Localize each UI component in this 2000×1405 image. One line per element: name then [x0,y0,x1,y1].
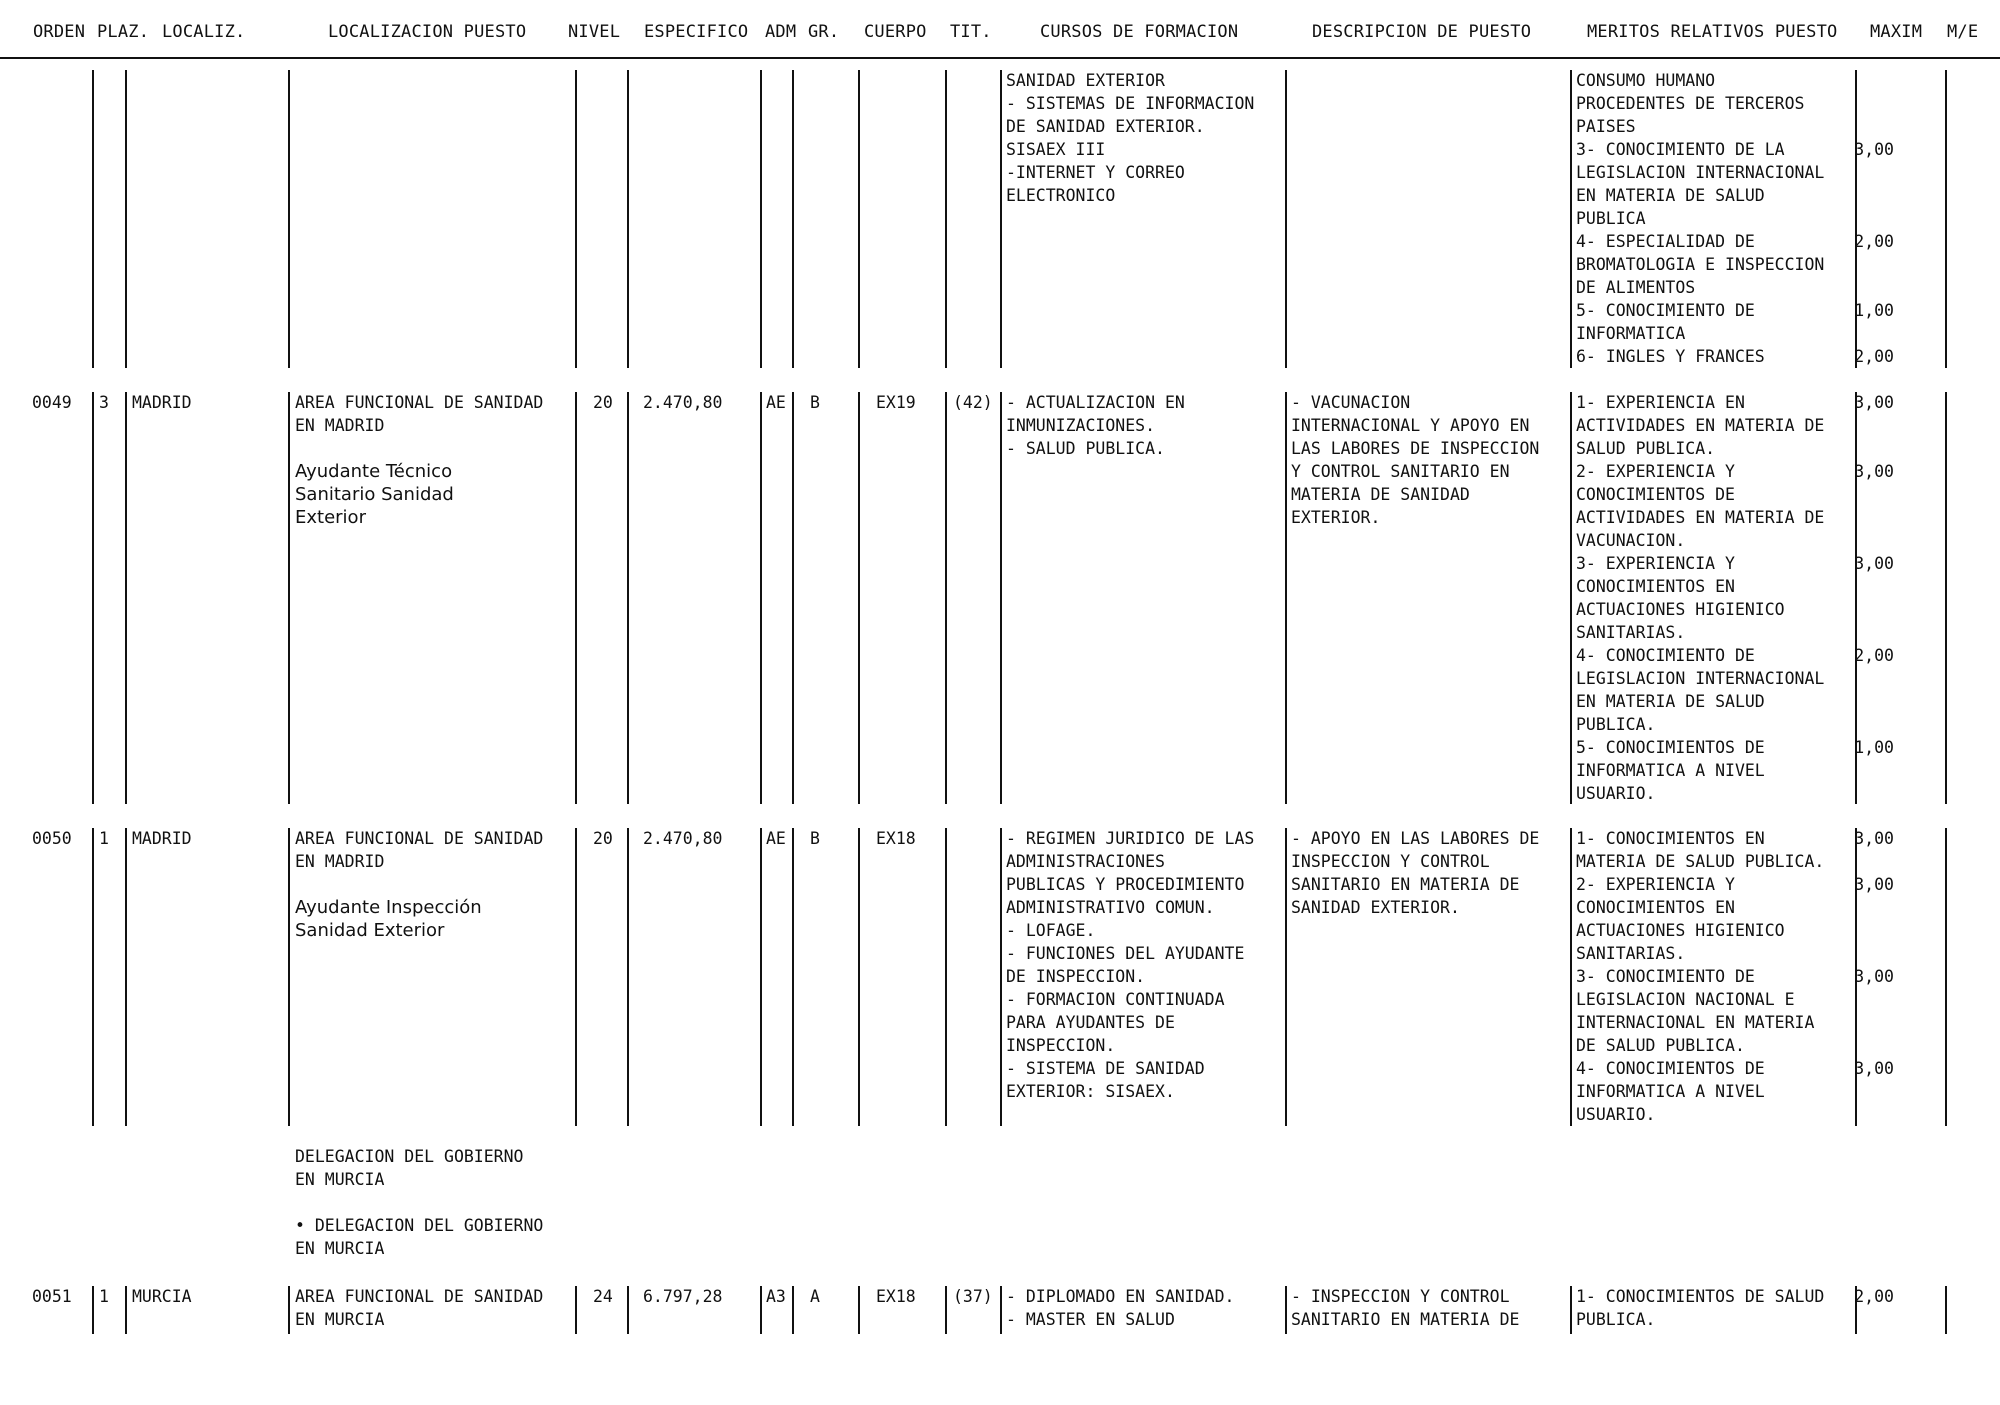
plaz-cell: 1 [99,1287,109,1306]
orden-cell: 0051 [32,1287,72,1306]
col-line [1285,70,1287,368]
col-line [125,392,127,804]
col-line [1855,70,1857,368]
area-cell: AREA FUNCIONAL DE SANIDAD EN MURCIA [295,1287,544,1329]
col-line [288,1286,290,1334]
header-localiz: LOCALIZ. [162,22,246,42]
gr-cell: B [810,829,820,848]
merito-text: 5- CONOCIMIENTO DE INFORMATICA [1576,301,1755,343]
header-plaz: PLAZ. [97,22,150,42]
merito-text: 3- CONOCIMIENTO DE LA LEGISLACION INTERNACIONAL EN MATERIA DE SALUD PUBLICA [1576,140,1825,228]
puesto-cell: Ayudante Técnico Sanitario Sanidad Exterior [295,461,454,528]
header-descripcion: DESCRIPCION DE PUESTO [1312,22,1532,42]
descripcion-cell: - APOYO EN LAS LABORES DE INSPECCION Y CONTROL SANITARIO EN MATERIA DE SANIDAD EXTERIOR. [1291,829,1540,917]
col-line [575,392,577,804]
plaz-cell: 3 [99,393,109,412]
col-line [627,1286,629,1334]
header-adm: ADM [765,22,797,42]
merito-text: 4- ESPECIALIDAD DE BROMATOLOGIA E INSPECCION DE ALIMENTOS [1576,232,1825,297]
gr-cell: A [810,1287,820,1306]
merito-text: 6- INGLES Y FRANCES [1576,347,1765,366]
header-especifico: ESPECIFICO [644,22,749,42]
merito-text: 1- CONOCIMIENTOS EN MATERIA DE SALUD PUBLICA. [1576,829,1825,871]
nivel-cell: 20 [593,829,613,848]
merito-score: 3,00 [1854,829,1894,848]
header-rule [0,57,2000,59]
col-line [627,70,629,368]
merito-score: 2,00 [1854,646,1894,665]
col-line [1000,70,1002,368]
col-line [575,1286,577,1334]
merito-score: 2,00 [1854,347,1894,366]
merito-text: 2- EXPERIENCIA Y CONOCIMIENTOS EN ACTUACIONES HIGIENICO SANITARIAS. [1576,875,1785,963]
col-line [1945,1286,1947,1334]
col-line [1570,828,1572,1126]
col-line [858,70,860,368]
col-line [760,1286,762,1334]
orden-cell: 0050 [32,829,72,848]
col-line [792,392,794,804]
nivel-cell: 24 [593,1287,613,1306]
merito-score: 1,00 [1854,301,1894,320]
plaz-cell: 1 [99,829,109,848]
merito-text: 5- CONOCIMIENTOS DE INFORMATICA A NIVEL USUARIO. [1576,738,1765,803]
col-line [92,70,94,368]
col-line [575,828,577,1126]
merito-score: 3,00 [1854,554,1894,573]
col-line [792,70,794,368]
col-line [1000,828,1002,1126]
col-line [1000,1286,1002,1334]
col-line [945,1286,947,1334]
merito-score: 2,00 [1854,1287,1894,1306]
cuerpo-cell: EX18 [876,829,916,848]
col-line [858,828,860,1126]
col-line [1285,828,1287,1126]
cursos-cell: - REGIMEN JURIDICO DE LAS ADMINISTRACIONES PUBLICAS Y PROCEDIMIENTO ADMINISTRATIVO COMUN. - LOFAGE. - FUNCIONES DEL AYUDANTE DE INSPECCION. - FORMACION CONTINUADA PARA AYUDANTES DE INSPECCION. - SISTEMA DE SANIDAD EXTERIOR: SISAEX. [1006,829,1255,1101]
header-nivel: NIVEL [568,22,621,42]
merito-score: 1,00 [1854,738,1894,757]
header-cursos: CURSOS DE FORMACION [1040,22,1239,42]
col-line [1945,392,1947,804]
localiz-cell: MADRID [132,829,192,848]
merito-text: 4- CONOCIMIENTOS DE INFORMATICA A NIVEL USUARIO. [1576,1059,1765,1124]
merito-text: CONSUMO HUMANO PROCEDENTES DE TERCEROS PAISES [1576,71,1805,136]
merito-score: 3,00 [1854,1059,1894,1078]
merito-text: 1- CONOCIMIENTOS DE SALUD PUBLICA. [1576,1287,1825,1329]
merito-score: 3,00 [1854,393,1894,412]
cursos-cell: - DIPLOMADO EN SANIDAD. - MASTER EN SALUD [1006,1287,1235,1329]
col-line [1000,392,1002,804]
area-cell: AREA FUNCIONAL DE SANIDAD EN MADRID [295,393,544,435]
cursos-cell: - ACTUALIZACION EN INMUNIZACIONES. - SALUD PUBLICA. [1006,393,1185,458]
header-me: M/E [1947,22,1979,42]
col-line [858,1286,860,1334]
col-line [627,828,629,1126]
col-line [1945,828,1947,1126]
descripcion-cell: - INSPECCION Y CONTROL SANITARIO EN MATERIA DE [1291,1287,1520,1329]
localiz-cell: MURCIA [132,1287,192,1306]
section-title: DELEGACION DEL GOBIERNO EN MURCIA [295,1147,524,1189]
col-line [792,828,794,1126]
col-line [575,70,577,368]
merito-text: 3- EXPERIENCIA Y CONOCIMIENTOS EN ACTUACIONES HIGIENICO SANITARIAS. [1576,554,1785,642]
col-line [1285,1286,1287,1334]
especifico-cell: 2.470,80 [643,829,723,848]
col-line [1945,70,1947,368]
col-line [288,70,290,368]
col-line [792,1286,794,1334]
especifico-cell: 6.797,28 [643,1287,723,1306]
merito-text: 4- CONOCIMIENTO DE LEGISLACION INTERNACIONAL EN MATERIA DE SALUD PUBLICA. [1576,646,1825,734]
area-cell: AREA FUNCIONAL DE SANIDAD EN MADRID [295,829,544,871]
col-line [92,828,94,1126]
header-meritos: MERITOS RELATIVOS PUESTO [1587,22,1838,42]
cursos-text: SANIDAD EXTERIOR - SISTEMAS DE INFORMACION DE SANIDAD EXTERIOR. SISAEX III -INTERNET Y CORREO ELECTRONICO [1006,71,1255,205]
tit-cell: (37) [953,1287,993,1306]
col-line [125,828,127,1126]
orden-cell: 0049 [32,393,72,412]
merito-score: 3,00 [1854,140,1894,159]
col-line [945,392,947,804]
header-gr: GR. [808,22,840,42]
header-maxim: MAXIM [1870,22,1923,42]
cuerpo-cell: EX19 [876,393,916,412]
adm-cell: AE [766,393,786,412]
col-line [288,828,290,1126]
col-line [945,70,947,368]
col-line [288,392,290,804]
nivel-cell: 20 [593,393,613,412]
especifico-cell: 2.470,80 [643,393,723,412]
adm-cell: AE [766,829,786,848]
col-line [1285,392,1287,804]
tit-cell: (42) [953,393,993,412]
col-line [858,392,860,804]
merito-text: 3- CONOCIMIENTO DE LEGISLACION NACIONAL E INTERNACIONAL EN MATERIA DE SALUD PUBLICA. [1576,967,1815,1055]
col-line [125,70,127,368]
localiz-cell: MADRID [132,393,192,412]
merito-text: 1- EXPERIENCIA EN ACTIVIDADES EN MATERIA DE SALUD PUBLICA. [1576,393,1825,458]
merito-text: 2- EXPERIENCIA Y CONOCIMIENTOS DE ACTIVIDADES EN MATERIA DE VACUNACION. [1576,462,1825,550]
adm-cell: A3 [766,1287,786,1306]
col-line [945,828,947,1126]
col-line [760,828,762,1126]
header-localizacion-puesto: LOCALIZACION PUESTO [328,22,527,42]
col-line [1570,70,1572,368]
descripcion-cell: - VACUNACION INTERNACIONAL Y APOYO EN LAS LABORES DE INSPECCION Y CONTROL SANITARIO EN MATERIA DE SANIDAD EXTERIOR. [1291,393,1540,527]
header-tit: TIT. [950,22,992,42]
col-line [627,392,629,804]
col-line [1570,1286,1572,1334]
merito-score: 2,00 [1854,232,1894,251]
header-orden: ORDEN [33,22,86,42]
col-line [760,392,762,804]
merito-score: 3,00 [1854,967,1894,986]
cuerpo-cell: EX18 [876,1287,916,1306]
col-line [1570,392,1572,804]
col-line [125,1286,127,1334]
merito-score: 3,00 [1854,875,1894,894]
gr-cell: B [810,393,820,412]
col-line [92,1286,94,1334]
section-subtitle: • DELEGACION DEL GOBIERNO EN MURCIA [295,1216,544,1258]
header-cuerpo: CUERPO [864,22,927,42]
merito-score: 3,00 [1854,462,1894,481]
puesto-cell: Ayudante Inspección Sanidad Exterior [295,897,482,941]
col-line [760,70,762,368]
col-line [92,392,94,804]
